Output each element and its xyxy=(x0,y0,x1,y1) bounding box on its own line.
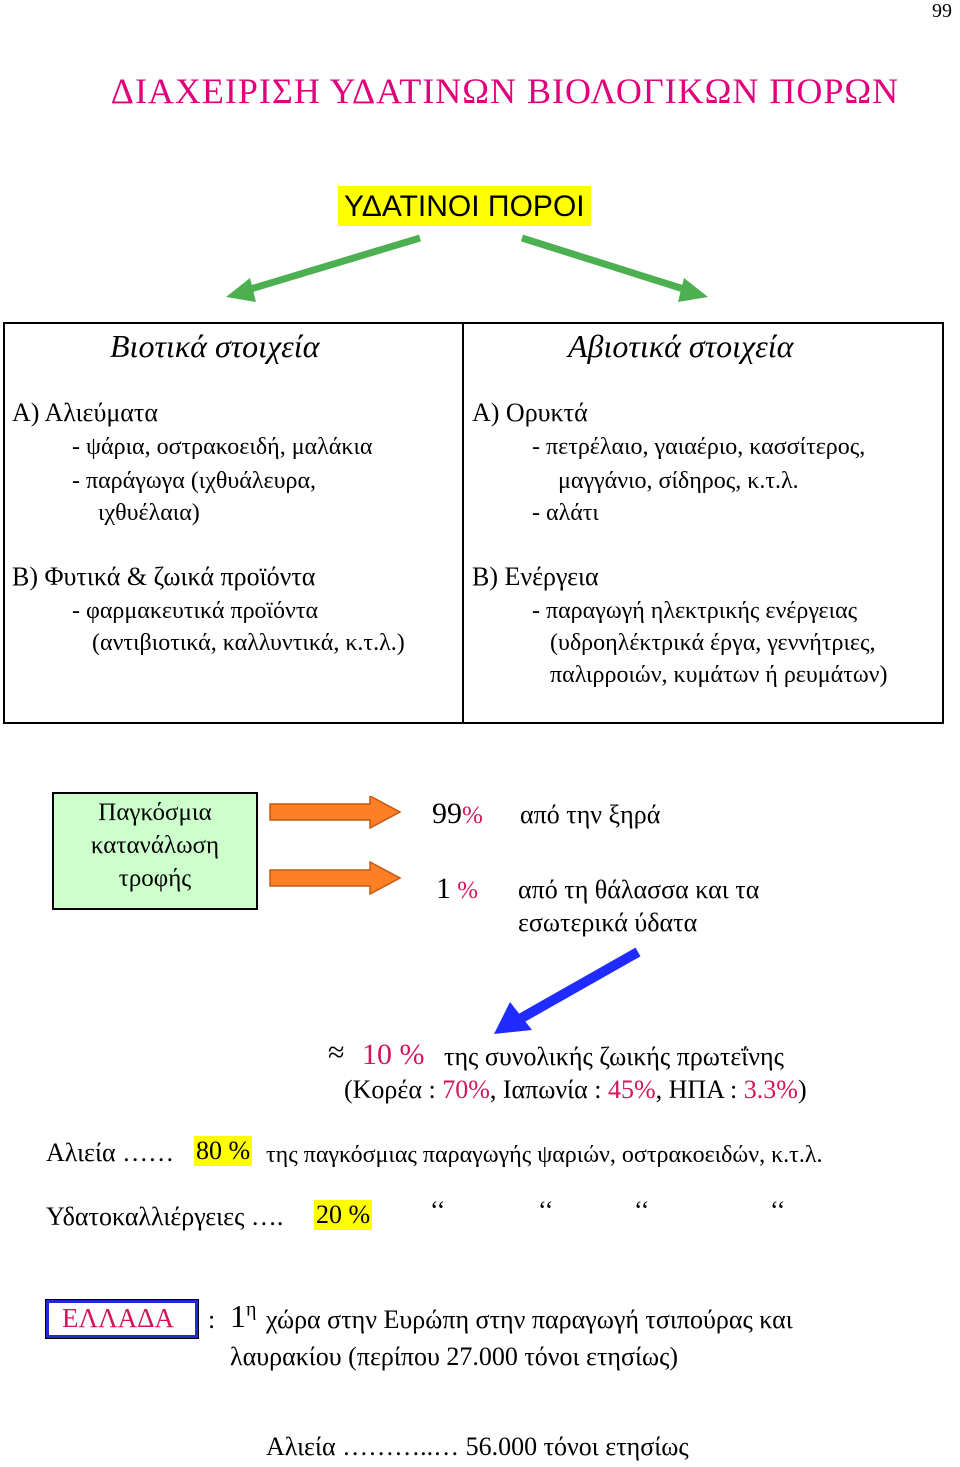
ditto-mark: ‘‘ xyxy=(538,1196,554,1225)
sea-percentage: 1 % xyxy=(436,872,479,905)
greece-rank: $1^\eta$ xyxy=(230,1298,257,1334)
protein-text: της συνολικής ζωικής πρωτεΐνης xyxy=(444,1042,784,1071)
abiotic-line: μαγγάνιο, σίδηρος, κ.τ.λ. xyxy=(558,468,799,494)
land-percentage: 99% xyxy=(432,797,483,830)
biotic-line: - ψάρια, οστρακοειδή, μαλάκια xyxy=(72,434,373,460)
abiotic-line: - παραγωγή ηλεκτρικής ενέργειας xyxy=(532,598,858,624)
biotic-line: ιχθυέλαια) xyxy=(98,500,200,526)
ditto-mark: ‘‘ xyxy=(770,1196,786,1225)
greece-label: ΕΛΛΑΔΑ xyxy=(62,1303,175,1333)
section-subtitle: ΥΔΑΤΙΝΟΙ ΠΟΡΟΙ xyxy=(338,186,591,226)
biotic-heading: Βιοτικά στοιχεία xyxy=(110,328,320,364)
fishing-text: της παγκόσμιας παραγωγής ψαριών, οστρακοειδών, κ.τ.λ. xyxy=(266,1142,823,1168)
consumption-line: τροφής xyxy=(118,865,192,892)
fishing-value: 80 % xyxy=(196,1136,251,1165)
biotic-line: Α) Αλιεύματα xyxy=(12,398,158,427)
page-number: 99 xyxy=(932,0,952,22)
aquaculture-value: 20 % xyxy=(316,1200,371,1229)
blue-arrow-icon xyxy=(480,940,650,1050)
greece-colon: : xyxy=(208,1305,216,1334)
left-arrow-icon xyxy=(226,238,420,302)
green-arrows xyxy=(0,0,960,330)
land-text: από την ξηρά xyxy=(520,800,661,829)
protein-approx: ≈ xyxy=(328,1036,345,1069)
greece-text: λαυρακίου (περίπου 27.000 τόνοι ετησίως) xyxy=(230,1342,679,1371)
biotic-line: - παράγωγα (ιχθυάλευρα, xyxy=(72,468,317,494)
aquaculture-label: Υδατοκαλλιέργειες …. xyxy=(46,1202,284,1231)
orange-arrows xyxy=(268,796,408,906)
right-arrow-icon xyxy=(522,238,708,302)
protein-value: 10 % xyxy=(362,1038,425,1071)
ditto-mark: ‘‘ xyxy=(430,1196,446,1225)
abiotic-line: Β) Ενέργεια xyxy=(472,562,599,591)
greece-fishing: Αλιεία ………..… 56.000 τόνοι ετησίως xyxy=(266,1432,689,1461)
fishing-label: Αλιεία …… xyxy=(46,1138,175,1167)
consumption-line: Παγκόσμια xyxy=(98,799,212,826)
abiotic-heading: Αβιοτικά στοιχεία xyxy=(568,328,794,364)
page-title: ΔΙΑΧΕΙΡΙΣΗ ΥΔΑΤΙΝΩΝ ΒΙΟΛΟΓΙΚΩΝ ΠΟΡΩΝ xyxy=(110,71,900,111)
sea-text: εσωτερικά ύδατα xyxy=(518,908,698,937)
orange-arrow-icon xyxy=(270,862,400,894)
orange-arrow-icon xyxy=(270,796,400,828)
ditto-mark: ‘‘ xyxy=(634,1196,650,1225)
abiotic-line: - πετρέλαιο, γαιαέριο, κασσίτερος, xyxy=(532,434,866,460)
abiotic-line: Α) Ορυκτά xyxy=(472,398,588,427)
biotic-line: (αντιβιοτικά, καλλυντικά, κ.τ.λ.) xyxy=(92,630,405,656)
consumption-line: κατανάλωση xyxy=(90,832,220,859)
biotic-line: Β) Φυτικά & ζωικά προϊόντα xyxy=(12,562,316,591)
abiotic-line: - αλάτι xyxy=(532,500,599,526)
world-food-consumption-box xyxy=(52,792,258,910)
protein-detail: (Κορέα : 70%, Ιαπωνία : 45%, ΗΠΑ : 3.3%) xyxy=(344,1075,807,1104)
sea-text: από τη θάλασσα και τα xyxy=(518,875,760,904)
abiotic-line: παλιρροιών, κυμάτων ή ρευμάτων) xyxy=(550,662,888,688)
resources-divider xyxy=(462,322,464,722)
biotic-line: - φαρμακευτικά προϊόντα xyxy=(72,598,319,624)
abiotic-line: (υδροηλέκτρικά έργα, γεννήτριες, xyxy=(550,630,876,656)
greece-text: χώρα στην Ευρώπη στην παραγωγή τσιπούρας και xyxy=(266,1305,793,1334)
